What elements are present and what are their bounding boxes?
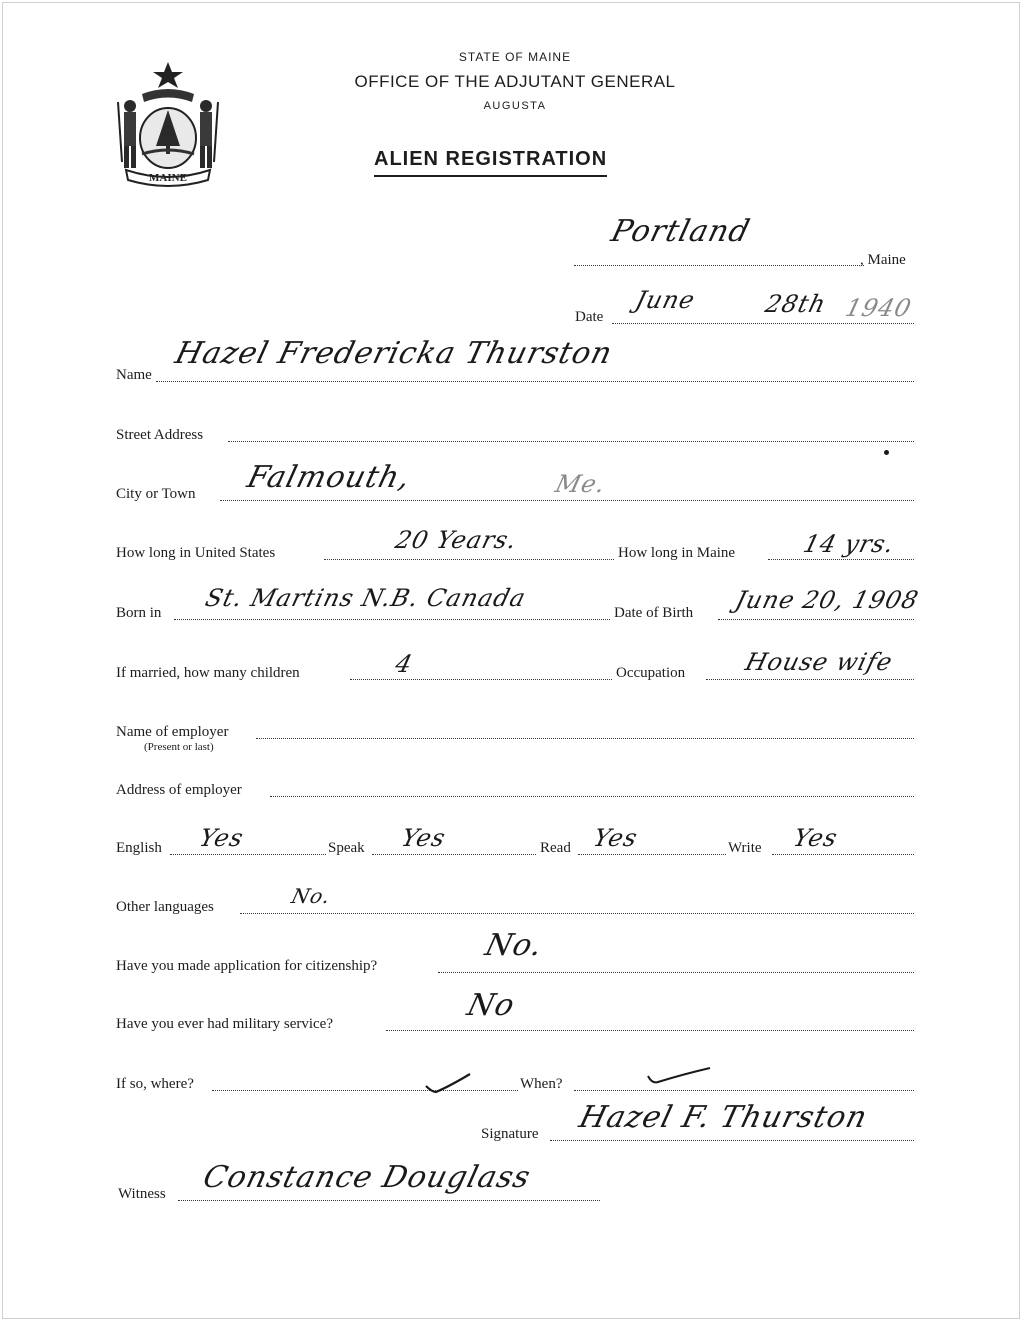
date-day-entry: 28th	[762, 290, 830, 318]
military-line	[386, 1030, 914, 1031]
occupation-label: Occupation	[616, 665, 686, 681]
where-label: If so, where?	[116, 1076, 194, 1092]
military-label: Have you ever had military service?	[116, 1016, 333, 1032]
citizenship-entry: No.	[481, 928, 547, 963]
write-line	[772, 854, 914, 855]
children-line	[350, 679, 612, 680]
witness-entry: Constance Douglass	[199, 1160, 535, 1195]
city-state-entry: Me.	[552, 470, 609, 498]
state-heading: STATE OF MAINE	[458, 50, 572, 64]
ink-dot	[884, 450, 889, 455]
english-entry: Yes	[196, 824, 247, 852]
signature-entry: Hazel F. Thurston	[575, 1100, 872, 1135]
english-label: English	[116, 840, 162, 856]
form-title: ALIEN REGISTRATION	[374, 148, 607, 177]
read-entry: Yes	[590, 824, 641, 852]
write-entry: Yes	[790, 824, 841, 852]
city-entry: Falmouth,	[243, 460, 415, 495]
speak-line	[372, 854, 536, 855]
date-year-entry: 1940	[842, 294, 915, 322]
born-in-entry: St. Martins N.B. Canada	[202, 584, 530, 612]
occupation-entry: House wife	[742, 648, 896, 676]
dob-entry: June 20, 1908	[732, 586, 922, 614]
maine-label: , Maine	[860, 252, 906, 268]
other-languages-line	[240, 913, 914, 914]
seal-text: MAINE	[149, 172, 187, 184]
city-label: City or Town	[116, 486, 196, 502]
children-entry: 4	[392, 650, 416, 678]
born-in-label: Born in	[116, 605, 162, 621]
date-line	[612, 323, 914, 324]
when-label: When?	[520, 1076, 563, 1092]
how-long-maine-line	[768, 559, 914, 560]
name-label: Name	[116, 367, 152, 383]
name-entry: Hazel Fredericka Thurston	[171, 336, 617, 371]
check-mark-icon	[424, 1072, 474, 1096]
office-heading: OFFICE OF THE ADJUTANT GENERAL	[354, 72, 676, 91]
signature-label: Signature	[481, 1126, 539, 1142]
read-line	[578, 854, 726, 855]
read-label: Read	[540, 840, 571, 856]
date-month-entry: June	[632, 286, 699, 314]
employer-line	[256, 738, 914, 739]
witness-line	[178, 1200, 600, 1201]
employer-note: (Present or last)	[144, 741, 214, 753]
signature-line	[550, 1140, 914, 1141]
years-maine-entry: 14 yrs.	[800, 530, 898, 558]
employer-label: Name of employer	[116, 724, 229, 740]
street-label: Street Address	[116, 427, 204, 443]
how-long-maine-label: How long in Maine	[618, 545, 736, 561]
how-long-us-line	[324, 559, 614, 560]
employer-address-line	[270, 796, 914, 797]
place-line	[574, 265, 864, 266]
military-entry: No	[463, 988, 519, 1023]
city-line	[220, 500, 914, 501]
other-languages-label: Other languages	[116, 899, 214, 915]
when-line	[574, 1090, 914, 1091]
place-entry: Portland	[607, 214, 754, 249]
born-in-line	[174, 619, 610, 620]
occupation-line	[706, 679, 914, 680]
how-long-us-label: How long in United States	[116, 545, 276, 561]
speak-entry: Yes	[398, 824, 449, 852]
dob-label: Date of Birth	[614, 605, 694, 621]
speak-label: Speak	[328, 840, 365, 856]
employer-address-label: Address of employer	[116, 782, 242, 798]
dob-line	[718, 619, 914, 620]
name-line	[156, 381, 914, 382]
state-seal-icon	[112, 58, 224, 188]
check-mark-icon	[644, 1066, 714, 1088]
citizenship-line	[438, 972, 914, 973]
years-us-entry: 20 Years.	[392, 526, 521, 554]
citizenship-label: Have you made application for citizenship?	[116, 958, 378, 974]
date-label: Date	[575, 309, 604, 325]
write-label: Write	[728, 840, 762, 856]
street-line	[228, 441, 914, 442]
english-line	[170, 854, 326, 855]
other-languages-entry: No.	[289, 884, 334, 908]
witness-label: Witness	[118, 1186, 166, 1202]
children-label: If married, how many children	[116, 665, 300, 681]
city-heading: AUGUSTA	[483, 100, 547, 112]
